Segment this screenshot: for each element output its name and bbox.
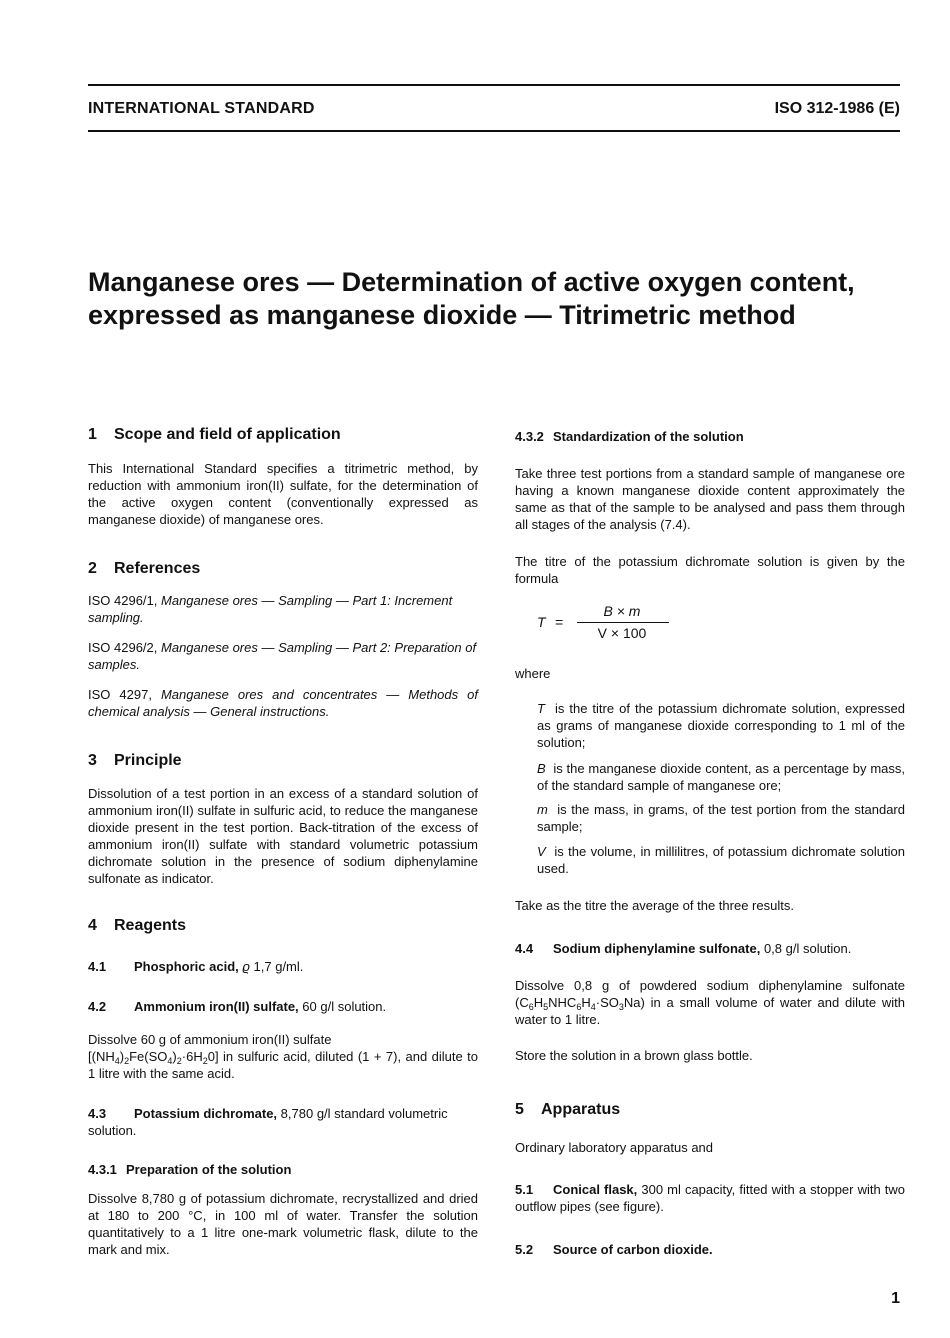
apparatus-5-2: 5.2 Source of carbon dioxide.: [515, 1242, 713, 1257]
titre-formula: [537, 603, 667, 643]
section-4-heading: 4 Reagents: [88, 917, 187, 934]
reagent-4-3: 4.3 Potassium dichromate, 8,780 g/l standard volumetric solution.: [88, 1106, 448, 1138]
page-number: 1: [891, 1290, 900, 1307]
subsection-4-3-1-heading: 4.3.1 Preparation of the solution: [88, 1162, 292, 1177]
definition-item: V is the volume, in millilitres, of potassium dichromate solution used.: [537, 844, 905, 876]
definition-item: B is the manganese dioxide content, as a percentage by mass, of the standard sample of manganese ore;: [537, 761, 905, 793]
subsection-4-3-2-text: Take three test portions from a standard sample of manganese ore having a known manganese dioxide content approximately the same as that of the sample to be analysed and pass them through all stages of the analysis (7.4).: [515, 466, 905, 532]
where-label: where: [515, 666, 551, 681]
section-2-heading: 2 References: [88, 560, 201, 577]
reference-item: ISO 4296/2, Manganese ores — Sampling — Part 2: Preparation of samples.: [88, 640, 477, 672]
reagent-4-4-storage: Store the solution in a brown glass bottle.: [515, 1048, 753, 1063]
definition-item: m is the mass, in grams, of the test portion from the standard sample;: [537, 802, 905, 834]
section-3-heading: 3 Principle: [88, 752, 182, 769]
formula-intro: The titre of the potassium dichromate solution is given by the formula: [515, 554, 905, 586]
top-rule: [88, 84, 900, 86]
standard-number: ISO 312-1986 (E): [774, 100, 900, 117]
document-title: Manganese ores — Determination of active oxygen content, expressed as manganese dioxide — Titrimetric method: [88, 267, 855, 330]
titre-average: Take as the titre the average of the three results.: [515, 898, 794, 913]
reagent-4-4: 4.4 Sodium diphenylamine sulfonate, 0,8 g/l solution.: [515, 941, 852, 956]
section-5-heading: 5 Apparatus: [515, 1101, 621, 1118]
section-1-heading: 1 Scope and field of application: [88, 426, 341, 443]
formula-numerator: B × m: [603, 603, 641, 619]
reagent-4-4-text: Dissolve 0,8 g of powdered sodium diphenylamine sulfonate $(C_6H_5NHC_6H_4\cdot SO_3Na)$ in a small volume of water and dilute with water to 1 litre.: [515, 978, 905, 1027]
fraction-bar: [577, 622, 669, 623]
reagent-4-2-text: Dissolve 60 g of ammonium iron(II) sulfate $[(NH_4)_2Fe(SO_4)_2\cdot 6H_20]$ in sulfuric acid, diluted (1 + 7), and dilute to 1 litre with the same acid.: [88, 1032, 478, 1081]
reagent-4-2: 4.2 Ammonium iron(II) sulfate, 60 g/l solution.: [88, 999, 387, 1014]
formula-equals: =: [555, 614, 564, 630]
formula-denominator: V × 100: [597, 625, 647, 641]
reagent-4-1: 4.1 Phosphoric acid, ϱ 1,7 g/ml.: [88, 959, 304, 974]
section-5-intro: Ordinary laboratory apparatus and: [515, 1140, 714, 1155]
reference-item: ISO 4297, Manganese ores and concentrates — Methods of chemical analysis — General instructions.: [88, 687, 478, 719]
section-3-text: Dissolution of a test portion in an excess of a standard solution of ammonium iron(II) sulfate in sulfuric acid, to reduce the manganese dioxide present in the test portion. Back-titration of the excess of ammonium iron(II) sulfate with standard volumetric potassium dichromate solution in the presence of sodium diphenylamine sulfonate as indicator.: [88, 786, 478, 886]
section-1-text: This International Standard specifies a titrimetric method, by reduction with ammonium iron(II) sulfate, for the determination of the active oxygen content (conventionally expressed as manganese dioxide) of manganese ores.: [88, 461, 478, 527]
formula-lhs: T: [537, 614, 546, 630]
definition-item: T is the titre of the potassium dichromate solution, expressed as grams of manganese dioxide corresponding to 1 ml of the solution;: [537, 701, 905, 750]
document-type: INTERNATIONAL STANDARD: [88, 100, 315, 117]
subsection-4-3-2-heading: 4.3.2 Standardization of the solution: [515, 429, 744, 444]
header-rule: [88, 130, 900, 132]
reference-item: ISO 4296/1, Manganese ores — Sampling — Part 1: Increment sampling.: [88, 593, 453, 625]
apparatus-5-1: 5.1 Conical flask, 300 ml capacity, fitted with a stopper with two outflow pipes (see figure).: [515, 1182, 905, 1214]
subsection-4-3-1-text: Dissolve 8,780 g of potassium dichromate, recrystallized and dried at 180 to 200 °C, in 100 ml of water. Transfer the solution quantitatively to a 1 litre one-mark volumetric flask, dilute to the mark and mix.: [88, 1191, 478, 1257]
